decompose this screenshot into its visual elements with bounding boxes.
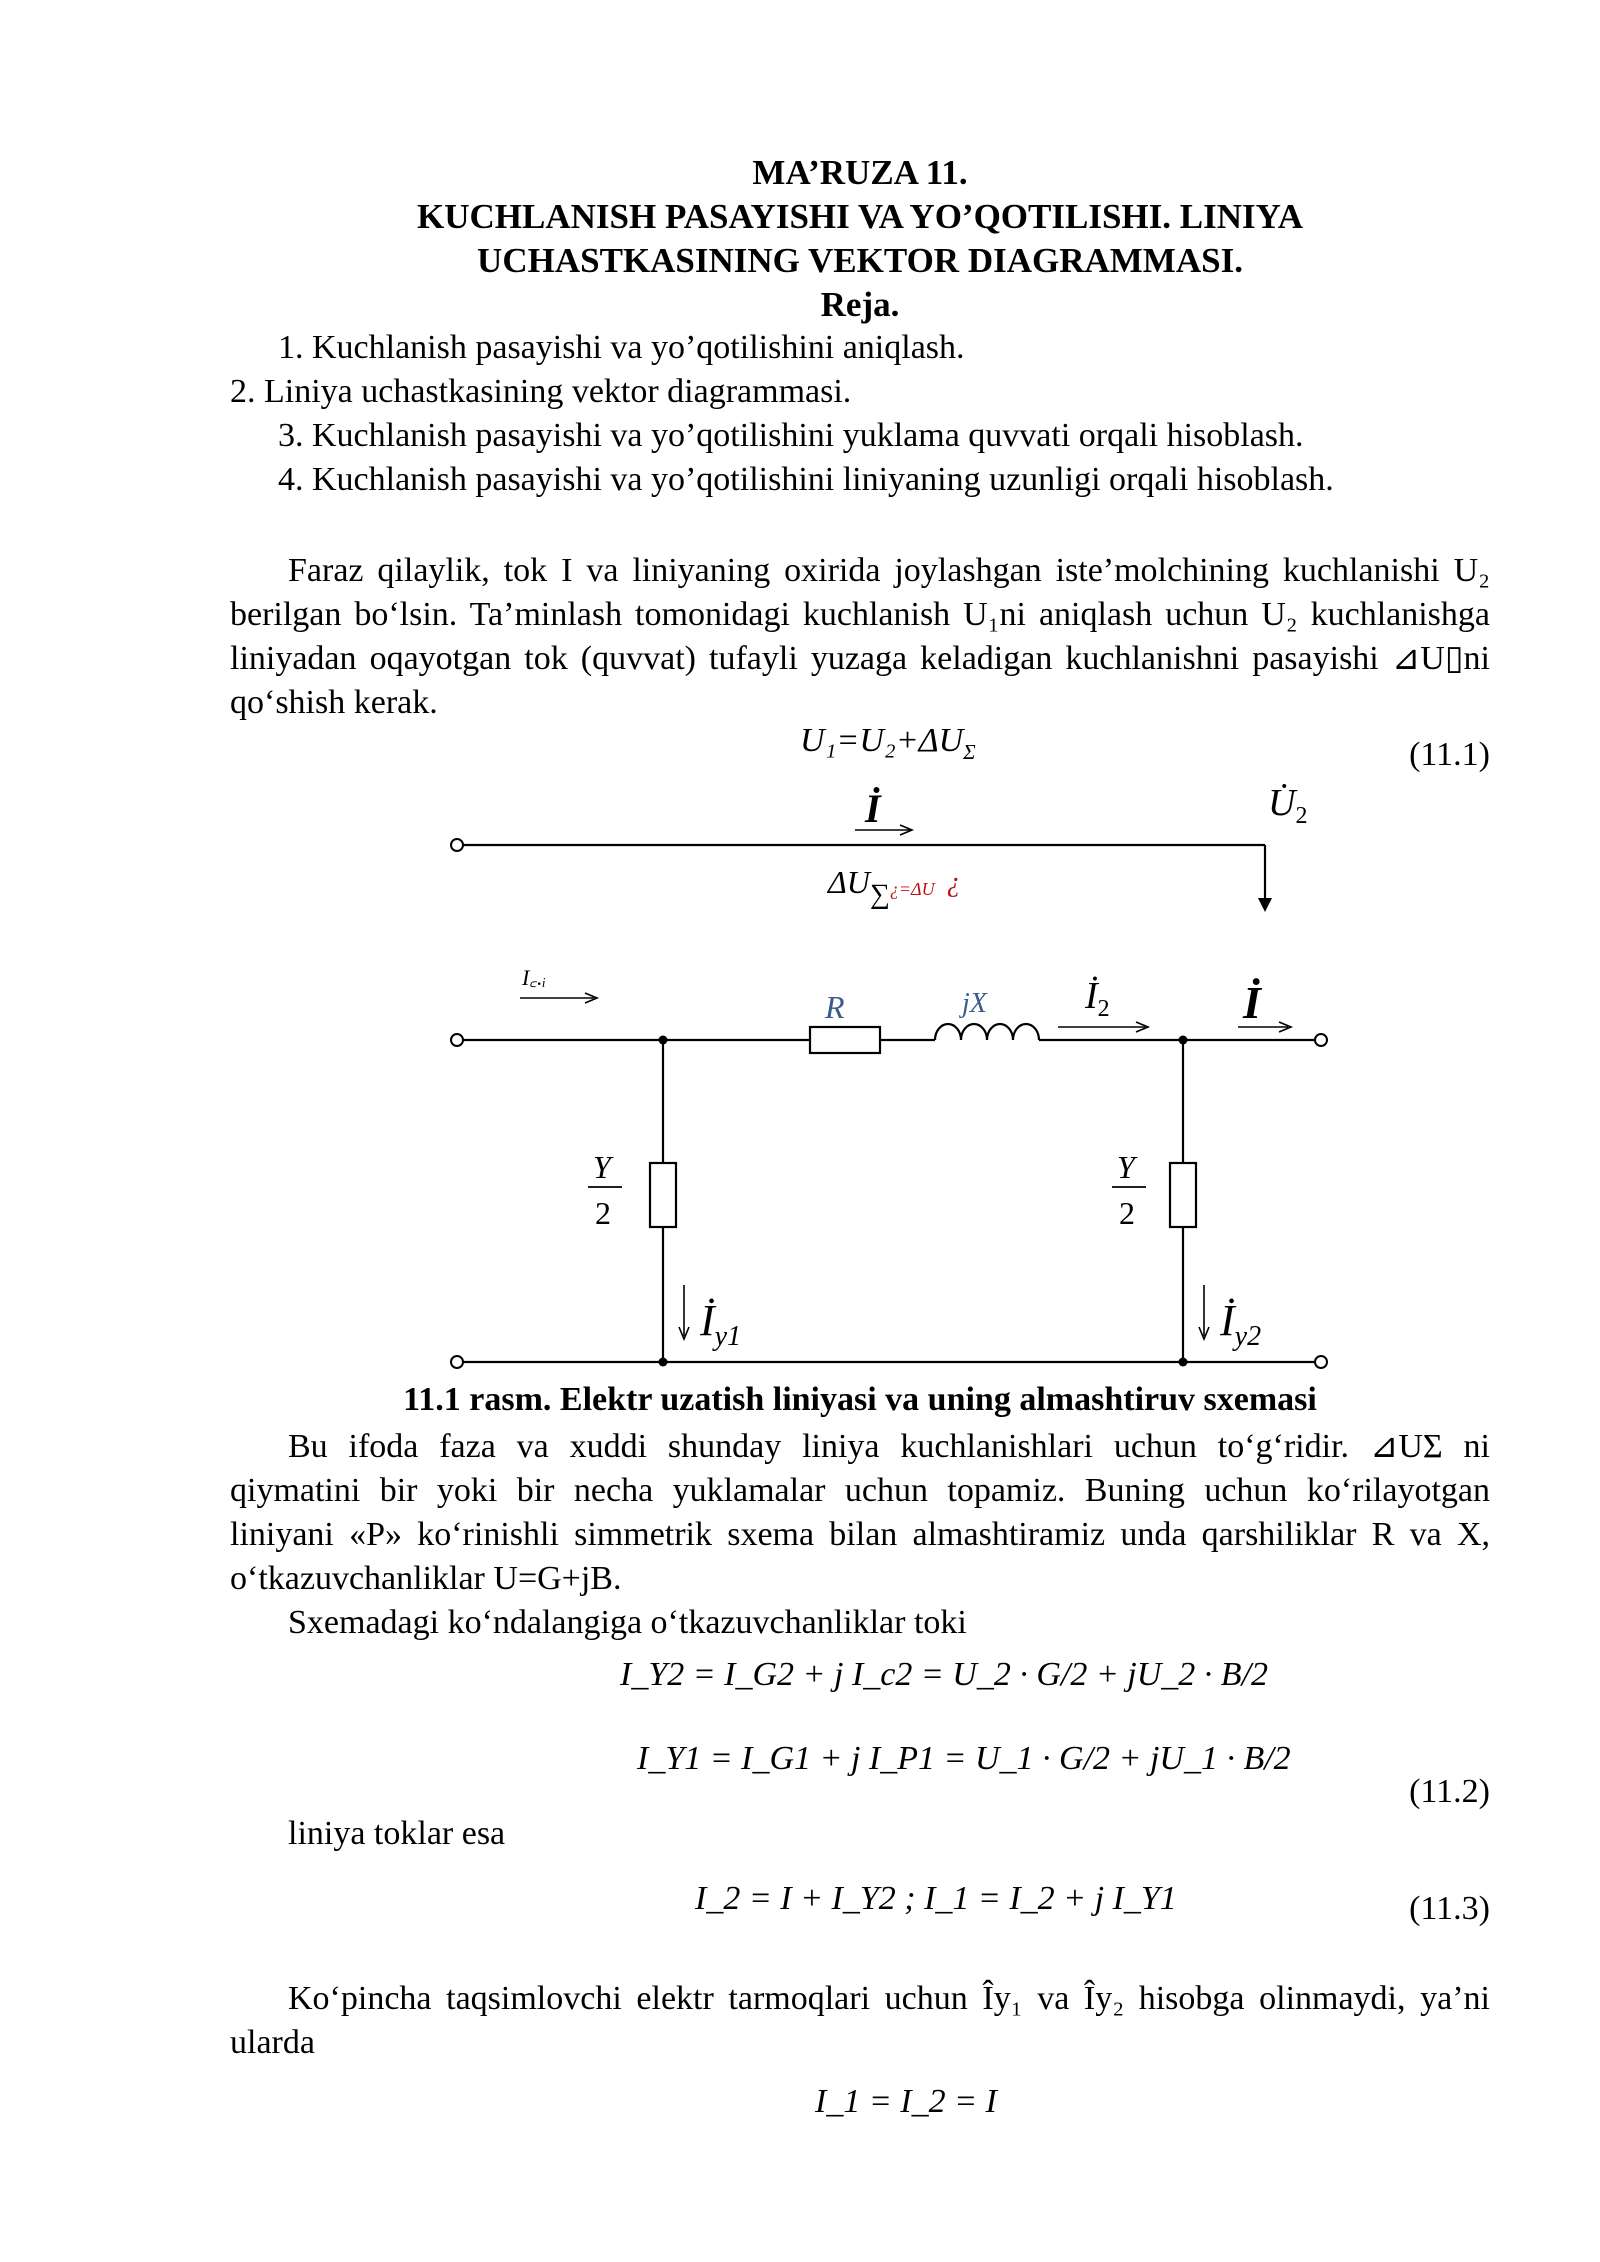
top-left-terminal: [451, 839, 463, 851]
paragraph-5-text: Ko‘pincha taqsimlovchi elektr tarmoqlari uchun Îy₁ va Îy₂ hisobga olinmaydi, ya’ni ularda: [230, 1980, 1490, 2061]
label-iy1-sub: y1: [714, 1321, 742, 1352]
label-i-right: İ: [1243, 977, 1261, 1028]
lecture-number: MA’RUZA 11.: [752, 153, 968, 192]
label-u2-sub: 2: [1295, 803, 1308, 829]
label-i-top: İ: [865, 786, 881, 831]
equation-4: I_1 = I_2 = I: [815, 2083, 997, 2120]
label-i2-main: İ: [1085, 975, 1098, 1017]
equation-11-2b: I_Y1 = I_G1 + j I_P1 = U_1 · G/2 + jU_1 · B/2: [637, 1740, 1291, 1777]
label-du-small: ¿=ΔU: [889, 879, 935, 899]
label-du-q: ¿: [946, 867, 961, 898]
mid-left-terminal: [451, 1034, 463, 1046]
label-iy2-main: İ: [1220, 1296, 1235, 1345]
title-line-1: KUCHLANISH PASAYISHI VA YO’QOTILISHI. LINIYA: [417, 197, 1303, 236]
label-left-current: I꜀.ᵢ: [522, 965, 546, 990]
resistor: [810, 1027, 880, 1053]
plan-item-1: 1. Kuchlanish pasayishi va yo’qotilishini aniqlash.: [278, 329, 965, 366]
plan-heading: Reja.: [820, 285, 900, 324]
plan-item-2: 2. Liniya uchastkasining vektor diagrammasi.: [230, 373, 852, 410]
u2-arrow-head: [1258, 898, 1272, 912]
figure-caption: 11.1 rasm. Elektr uzatish liniyasi va uning almashtiruv sxemasi: [403, 1381, 1317, 1418]
paragraph-3: [230, 1601, 1490, 1645]
label-y-right-den: 2: [1119, 1195, 1135, 1231]
label-jx: jX: [962, 988, 987, 1019]
paragraph-5: [230, 1977, 1490, 2065]
equation-11-2-number: (11.2): [1409, 1773, 1490, 1810]
label-du-main: ΔU: [828, 864, 870, 900]
bottom-right-terminal: [1315, 1356, 1327, 1368]
label-y-left-num: Y: [593, 1149, 611, 1185]
plan-item-4: 4. Kuchlanish pasayishi va yo’qotilishini liniyaning uzunligi orqali hisoblash.: [278, 461, 1334, 498]
equation-11-1-sub: Σ: [963, 739, 976, 764]
intro-text: Faraz qilaylik, tok I va liniyaning oxirida joylashgan iste’molchining kuchlanishi U₂ berilgan bo‘lsin. Ta’minlash tomonidagi kuchlanish U₁ni aniqlash uchun U₂ kuchlanishga liniyadan oqayotgan tok (quvvat) tufayli yuzaga keladigan kuchlanishni pasayishi ⊿U▯ni qo‘shish kerak.: [230, 552, 1490, 721]
paragraph-4: liniya toklar esa: [288, 1815, 506, 1852]
label-i2-sub: 2: [1097, 996, 1110, 1022]
label-u2: [1268, 782, 1307, 829]
label-r: R: [825, 989, 845, 1025]
label-y-right-num: Y: [1117, 1149, 1135, 1185]
label-i2: [1084, 975, 1110, 1022]
title-line-2: UCHASTKASINING VEKTOR DIAGRAMMASI.: [477, 241, 1243, 280]
plan-item-3: 3. Kuchlanish pasayishi va yo’qotilishini yuklama quvvati orqali hisoblash.: [278, 417, 1304, 454]
label-y-left-den: 2: [595, 1195, 611, 1231]
bottom-left-node: [659, 1358, 668, 1367]
label-iy2-sub: y2: [1234, 1321, 1262, 1352]
mid-right-terminal: [1315, 1034, 1327, 1046]
equation-11-1-number: (11.1): [1409, 736, 1490, 773]
equation-11-3-number: (11.3): [1409, 1890, 1490, 1927]
label-iy2: [1219, 1296, 1261, 1352]
right-shunt-admittance: [1170, 1163, 1196, 1227]
left-shunt-admittance: [650, 1163, 676, 1227]
label-du: [826, 864, 961, 910]
paragraph-2-text: Bu ifoda faza va xuddi shunday liniya kuchlanishlari uchun to‘g‘ridir. ⊿UΣ ni qiymatini bir yoki bir necha yuklamalar uchun topamiz. Buning uchun ko‘rilayotgan liniyani «P» ko‘rinishli simmetrik sxema bilan almashtiramiz unda qarshiliklar R va X, o‘tkazuvchanliklar U=G+jB.: [230, 1428, 1490, 1597]
equation-11-3: I_2 = I + I_Y2 ; I_1 = I_2 + j I_Y1: [695, 1880, 1177, 1917]
paragraph-3-text: Sxemadagi ko‘ndalangiga o‘tkazuvchanliklar toki: [288, 1604, 967, 1641]
label-du-sum: ∑: [869, 879, 890, 910]
inductor: [935, 1024, 1039, 1040]
bottom-right-node: [1179, 1358, 1188, 1367]
label-iy1-main: İ: [700, 1296, 715, 1345]
equation-11-2a: I_Y2 = I_G2 + j I_c2 = U_2 · G/2 + jU_2 · B/2: [620, 1656, 1269, 1693]
label-iy1: [699, 1296, 741, 1352]
paragraph-2: [230, 1425, 1490, 1601]
equation-11-1-text: U₁=U₂+ΔU: [800, 722, 964, 759]
bottom-left-terminal: [451, 1356, 463, 1368]
label-u2-main: U̇: [1268, 782, 1296, 824]
